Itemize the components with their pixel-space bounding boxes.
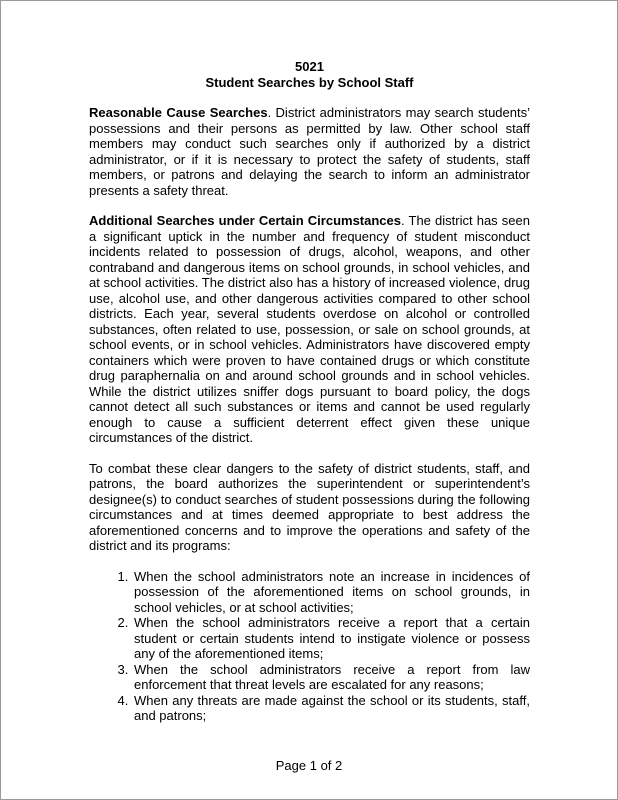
paragraph-body: To combat these clear dangers to the safety of district students, staff, and patrons, the board authorizes the superintendent or superintendent’s designee(s) to conduct searches of student possessions during the following circumstances and at times deemed appropriate to best address the aforementioned concerns and to improve the operations and safety of the district and its programs: [89,460,530,553]
paragraph-lead: Additional Searches under Certain Circumstances [89,213,401,228]
policy-number: 5021 [295,59,324,74]
paragraph-lead: Reasonable Cause Searches [89,105,268,120]
paragraph-body: . The district has seen a significant uptick in the number and frequency of student misconduct incidents related to possession of drugs, alcohol, weapons, and other contraband and dangerous items on school grounds, in school vehicles, and at school activities. The district also has a history of increased violence, drug use, alcohol use, and other dangerous activities compared to other school districts. Each year, several students overdose on alcohol or controlled substances, often related to use, possession, or sale on school grounds, at school events, or in school vehicles. Administrators have discovered empty containers which were proven to have contained drugs or which constitute drug paraphernalia on and around school grounds and in school vehicles. While the district utilizes sniffer dogs pursuant to board policy, the dogs cannot detect all such substances or items and cannot be used regularly enough to cause a sufficient deterrent effect given these unique circumstances of the district. [89,213,530,445]
paragraph-reasonable-cause [89,105,530,198]
list-item: 2. When the school administrators receive a report that a certain student or certain students intend to instigate violence or possess any of the aforementioned items; [132,615,530,662]
list-item: 3. When the school administrators receive a report from law enforcement that threat levels are escalated for any reasons; [132,662,530,693]
list-item: 1. When the school administrators note an increase in incidences of possession of the aforementioned items on school grounds, in school vehicles, or at school activities; [132,569,530,616]
paragraph-additional-searches [89,213,530,446]
page-number-footer: Page 1 of 2 [275,757,343,773]
paragraph-combat-dangers [89,461,530,554]
list-item: 4. When any threats are made against the school or its students, staff, and patrons; [132,693,530,724]
document-title [89,59,530,90]
paragraph-body: . District administrators may search students’ possessions and their persons as permitted by law. Other school staff members may conduct such searches only if authorized by a district administrator, or if it is necessary to protect the safety of students, staff members, or patrons and delaying the search to inform an administrator presents a safety threat. [89,105,530,198]
circumstances-list [89,569,530,724]
policy-name: Student Searches by School Staff [205,74,414,90]
document-content [1,1,617,724]
